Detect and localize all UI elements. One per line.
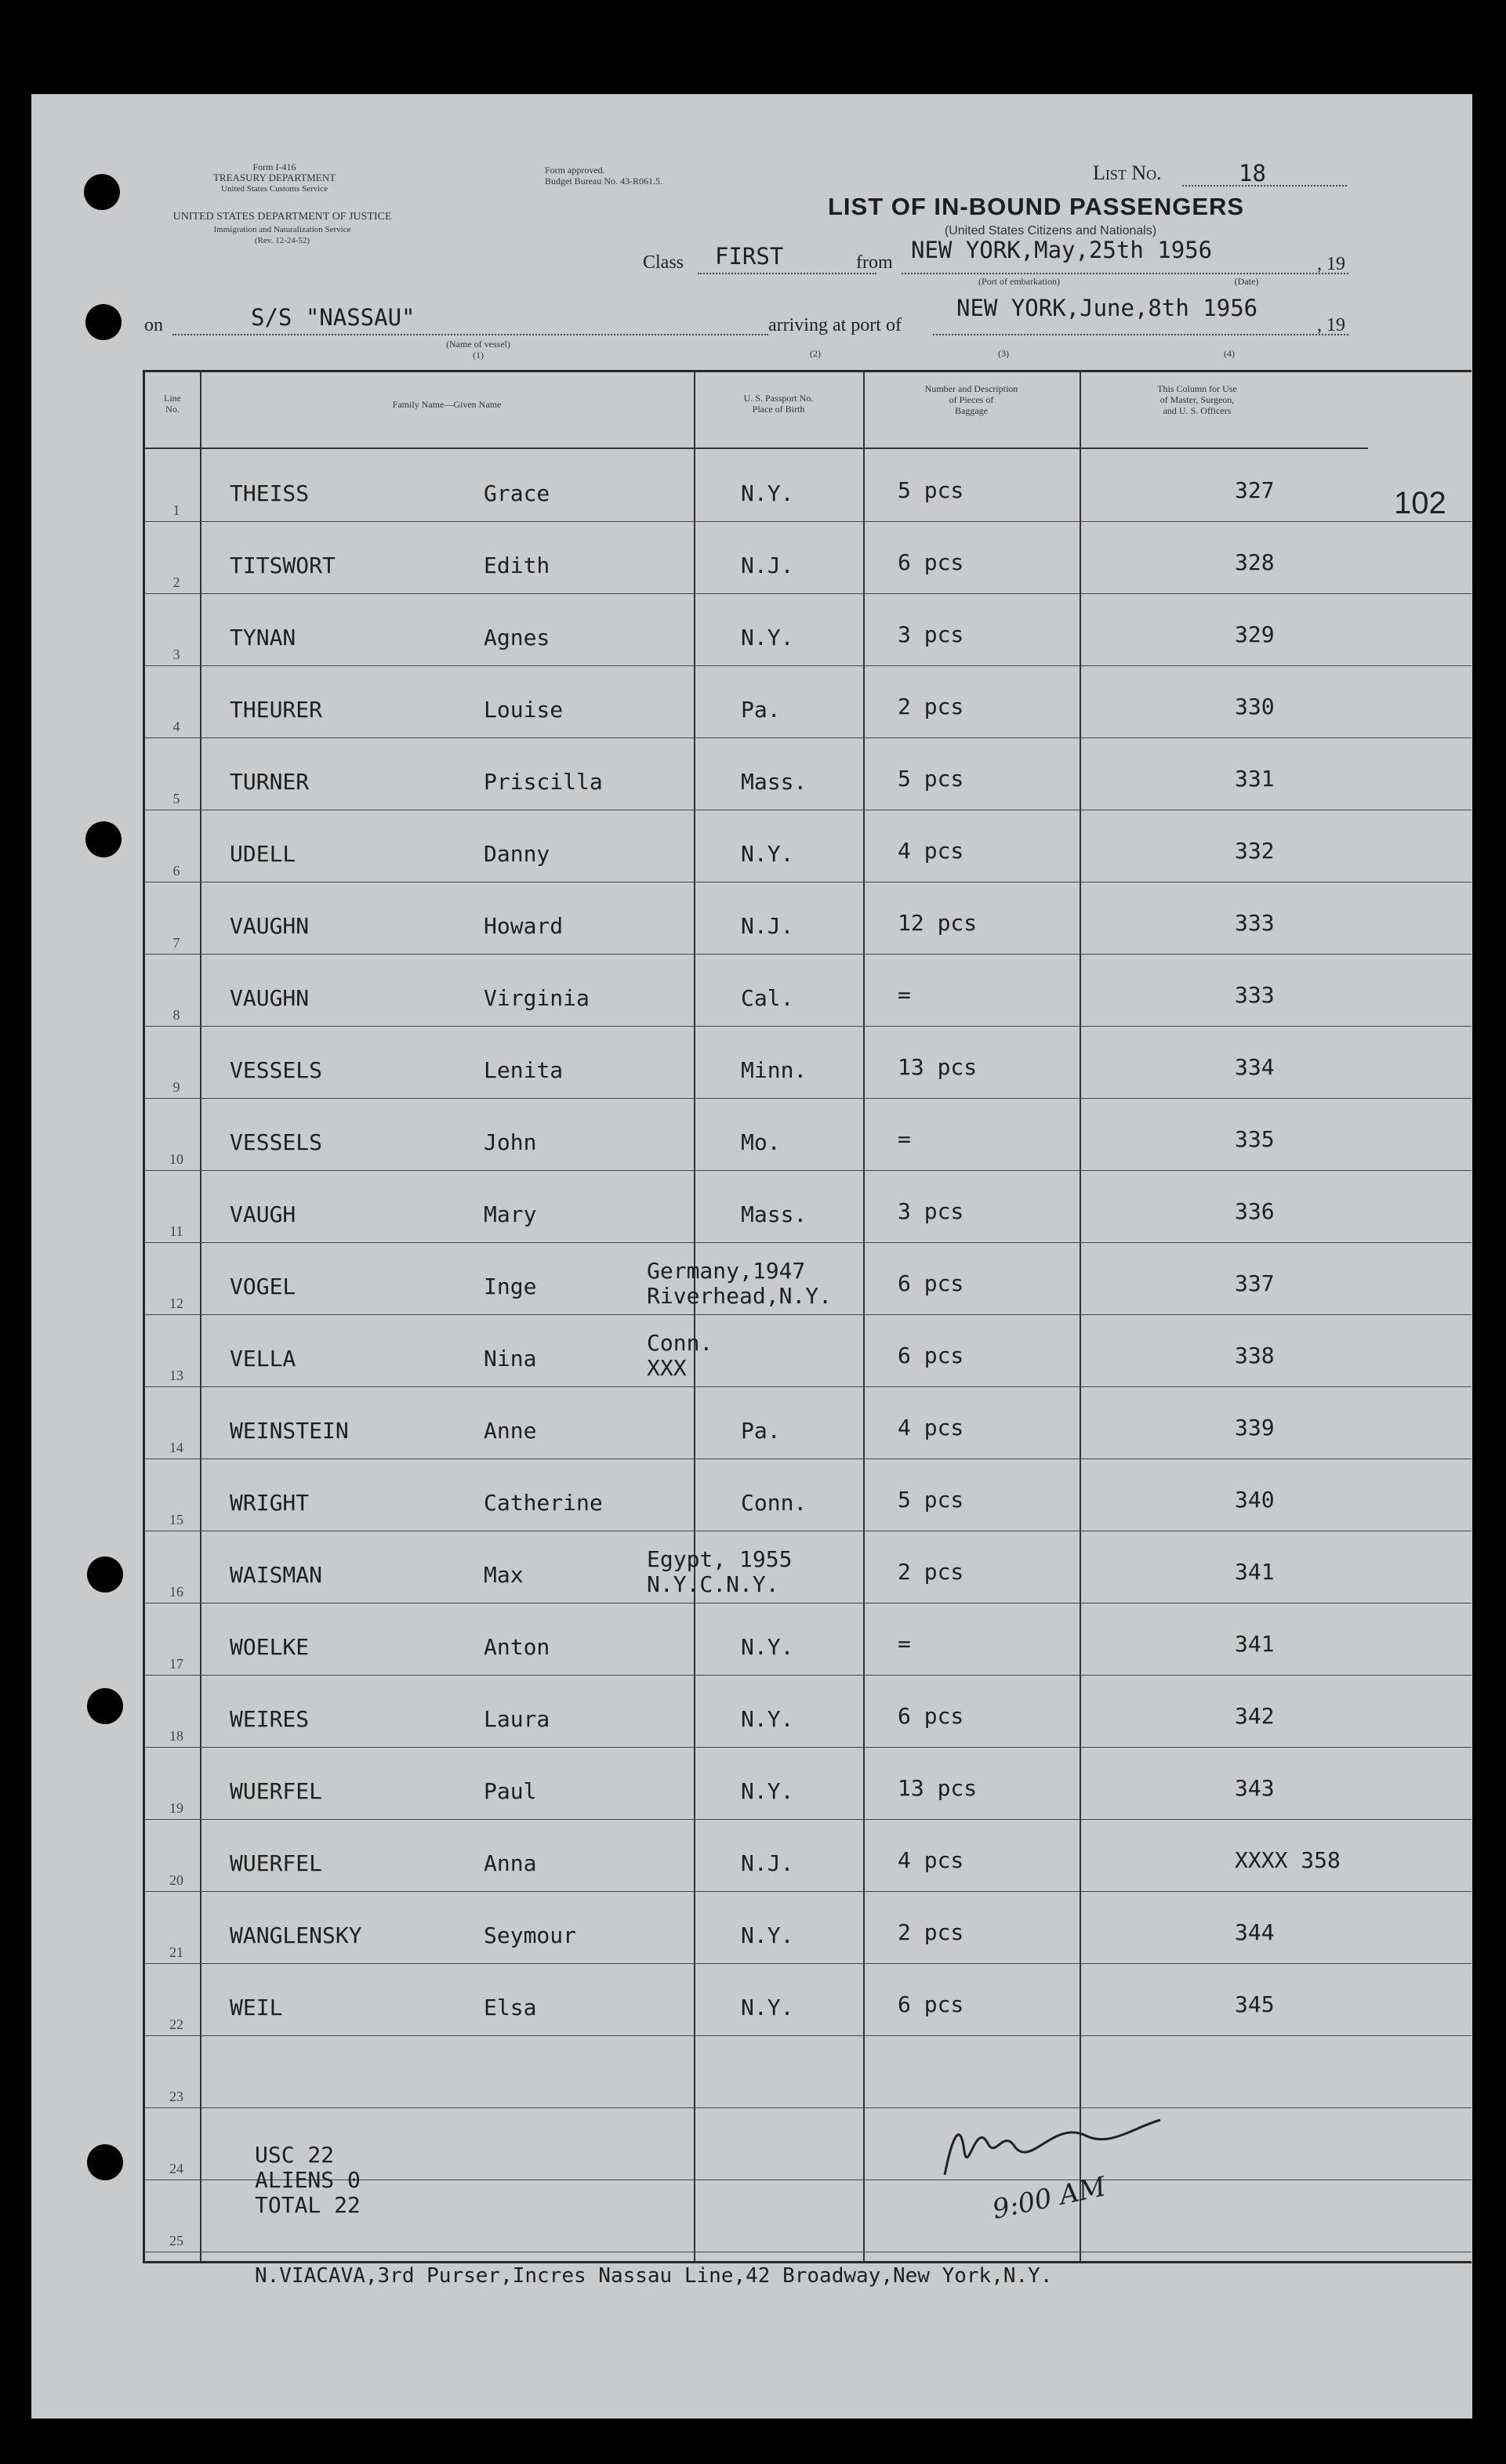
line-number: 17 xyxy=(169,1656,183,1672)
place-of-birth: N.Y. xyxy=(741,841,794,867)
place-of-birth: Mass. xyxy=(741,1201,807,1227)
revision-date: (Rev. 12-24-52) xyxy=(254,236,310,245)
officer-number: 341 xyxy=(1235,1631,1275,1657)
column-3-caption: (3) xyxy=(998,348,1009,359)
row-rule xyxy=(145,1314,1472,1315)
arrival-year-suffix: , 19 xyxy=(1317,315,1345,335)
officer-number: 337 xyxy=(1235,1270,1275,1296)
row-rule xyxy=(145,1386,1472,1387)
officer-number: 343 xyxy=(1235,1775,1275,1801)
given-name: Grace xyxy=(484,480,550,506)
budget-bureau: Budget Bureau No. 43-R061.5. xyxy=(545,176,662,187)
given-name: Catherine xyxy=(484,1490,603,1516)
column-divider xyxy=(694,372,695,2261)
baggage: 5 pcs xyxy=(898,1487,964,1513)
family-name: TITSWORT xyxy=(230,553,336,578)
justice-dept: UNITED STATES DEPARTMENT OF JUSTICE xyxy=(172,211,392,223)
class-label: Class xyxy=(643,252,684,273)
row-rule xyxy=(145,1891,1472,1892)
total-aliens: ALIENS 0 xyxy=(255,2167,361,2193)
family-name: VESSELS xyxy=(230,1057,323,1083)
manifest-sheet xyxy=(31,94,1472,2419)
row-rule xyxy=(145,2107,1472,2108)
given-name: Laura xyxy=(484,1706,550,1732)
line-number: 19 xyxy=(169,1800,183,1816)
family-name: TURNER xyxy=(230,769,310,795)
officer-number: 333 xyxy=(1235,982,1275,1008)
punch-hole xyxy=(87,2144,123,2180)
baggage: 6 pcs xyxy=(898,549,964,575)
line-number: 14 xyxy=(169,1440,183,1455)
officer-number: 340 xyxy=(1235,1487,1275,1513)
column-2-caption: (2) xyxy=(810,348,821,359)
place-of-birth: Mo. xyxy=(741,1129,781,1155)
line-number: 12 xyxy=(169,1295,183,1311)
row-rule xyxy=(145,1675,1472,1676)
baggage: 2 pcs xyxy=(898,1919,964,1945)
given-name: Inge xyxy=(484,1274,537,1299)
line-number: 10 xyxy=(169,1151,183,1167)
ins-service: Immigration and Naturalization Service xyxy=(213,225,351,234)
place-of-birth: Minn. xyxy=(741,1057,807,1083)
header-line-no: Line No. xyxy=(164,393,181,415)
given-name: Anna xyxy=(484,1850,537,1876)
punch-hole xyxy=(87,1556,123,1593)
given-name: Virginia xyxy=(484,985,590,1011)
line-number: 9 xyxy=(172,1079,180,1095)
given-name: Lenita xyxy=(484,1057,564,1083)
from-label: from xyxy=(856,252,893,273)
baggage: 4 pcs xyxy=(898,1415,964,1440)
line-number: 4 xyxy=(172,719,180,734)
baggage: 12 pcs xyxy=(898,910,978,936)
baggage: 3 pcs xyxy=(898,621,964,647)
place-of-birth: Conn. xyxy=(741,1490,807,1516)
column-divider xyxy=(200,372,201,2261)
family-name: WAISMAN xyxy=(230,1562,323,1588)
column-divider xyxy=(863,372,865,2261)
date-caption: (Date) xyxy=(1234,276,1259,287)
vessel-line xyxy=(172,334,768,335)
line-number: 11 xyxy=(169,1223,183,1239)
family-name: VAUGHN xyxy=(230,913,310,939)
class-line xyxy=(698,273,876,274)
place-of-birth: N.Y. xyxy=(741,1922,794,1948)
given-name: Elsa xyxy=(484,1995,537,2020)
line-number: 22 xyxy=(169,2016,183,2032)
total-usc: USC 22 xyxy=(255,2142,335,2168)
purser-statement: N.VIACAVA,3rd Purser,Incres Nassau Line,42 Broadway,New York,N.Y. xyxy=(255,2264,1053,2288)
vessel-name: S/S "NASSAU" xyxy=(251,304,416,331)
line-number: 6 xyxy=(172,863,180,879)
officer-number: 327 xyxy=(1235,477,1275,503)
given-name: John xyxy=(484,1129,537,1155)
place-of-birth: Cal. xyxy=(741,985,794,1011)
place-of-birth: Pa. xyxy=(741,1418,781,1444)
officer-number: 344 xyxy=(1235,1919,1275,1945)
form-subtitle: (United States Citizens and Nationals) xyxy=(944,224,1157,237)
row-rule xyxy=(145,954,1472,955)
baggage: = xyxy=(898,982,911,1008)
from-year-suffix: , 19 xyxy=(1317,254,1345,274)
treasury-dept: TREASURY DEPARTMENT xyxy=(212,172,336,183)
form-approved: Form approved. xyxy=(545,165,605,176)
passenger-table xyxy=(143,370,1472,2288)
line-number: 21 xyxy=(169,1944,183,1960)
line-number: 7 xyxy=(172,935,180,951)
baggage: 4 pcs xyxy=(898,838,964,864)
given-name: Seymour xyxy=(484,1922,577,1948)
family-name: WOELKE xyxy=(230,1634,310,1660)
port-caption: (Port of embarkation) xyxy=(978,276,1060,287)
row-rule xyxy=(145,1963,1472,1964)
family-name: WRIGHT xyxy=(230,1490,310,1516)
baggage: 6 pcs xyxy=(898,1270,964,1296)
family-name: VAUGH xyxy=(230,1201,296,1227)
officer-number: 342 xyxy=(1235,1703,1275,1729)
baggage: 13 pcs xyxy=(898,1775,978,1801)
baggage: 2 pcs xyxy=(898,694,964,719)
place-of-birth: Germany,1947 xyxy=(647,1258,806,1284)
officer-number: 328 xyxy=(1235,549,1275,575)
family-name: VAUGHN xyxy=(230,985,310,1011)
line-number: 5 xyxy=(172,791,180,806)
line-number: 25 xyxy=(169,2233,183,2248)
arrival-line xyxy=(933,334,1348,335)
baggage: 3 pcs xyxy=(898,1198,964,1224)
place-of-birth: N.J. xyxy=(741,913,794,939)
row-rule xyxy=(145,1170,1472,1171)
baggage: 6 pcs xyxy=(898,1343,964,1368)
line-number: 13 xyxy=(169,1368,183,1383)
place-of-birth: N.Y. xyxy=(741,1995,794,2020)
punch-hole xyxy=(87,1688,123,1724)
punch-hole xyxy=(85,821,122,857)
officer-number: 341 xyxy=(1235,1559,1275,1585)
form-title: LIST OF IN-BOUND PASSENGERS xyxy=(828,193,1245,220)
row-rule xyxy=(145,1242,1472,1243)
place-of-birth-line2: Riverhead,N.Y. xyxy=(647,1283,833,1309)
class-value: FIRST xyxy=(715,243,784,270)
row-rule xyxy=(145,1747,1472,1748)
inspector-time: 9:00 AM xyxy=(989,2171,1109,2226)
line-number: 23 xyxy=(169,2089,183,2104)
given-name: Howard xyxy=(484,913,564,939)
given-name: Agnes xyxy=(484,625,550,650)
line-number: 1 xyxy=(172,502,180,518)
place-of-birth: N.Y. xyxy=(741,625,794,650)
row-rule xyxy=(145,1819,1472,1820)
baggage: = xyxy=(898,1631,911,1657)
officer-number: 335 xyxy=(1235,1126,1275,1152)
place-of-birth: Egypt, 1955 xyxy=(647,1546,793,1572)
line-number: 18 xyxy=(169,1728,183,1744)
officer-number: 332 xyxy=(1235,838,1275,864)
given-name: Paul xyxy=(484,1778,537,1804)
baggage: 6 pcs xyxy=(898,1991,964,2017)
column-divider xyxy=(1080,372,1081,2261)
place-of-birth: N.Y. xyxy=(741,1778,794,1804)
baggage: 2 pcs xyxy=(898,1559,964,1585)
list-no-label: List No. xyxy=(1093,161,1162,184)
given-name: Anne xyxy=(484,1418,537,1444)
officer-number: 336 xyxy=(1235,1198,1275,1224)
given-name: Nina xyxy=(484,1346,537,1372)
baggage: = xyxy=(898,1126,911,1152)
place-of-birth: N.J. xyxy=(741,553,794,578)
on-label: on xyxy=(144,315,163,335)
place-of-birth: N.Y. xyxy=(741,480,794,506)
family-name: TYNAN xyxy=(230,625,296,650)
column-4-caption: (4) xyxy=(1224,348,1235,359)
place-of-birth: Conn. xyxy=(647,1330,713,1356)
family-name: VOGEL xyxy=(230,1274,296,1299)
family-name: THEURER xyxy=(230,697,323,723)
row-rule xyxy=(145,1458,1472,1459)
place-of-birth: N.Y. xyxy=(741,1706,794,1732)
family-name: UDELL xyxy=(230,841,296,867)
arriving-label: arriving at port of xyxy=(768,315,902,335)
officer-number: 345 xyxy=(1235,1991,1275,2017)
total-passengers: TOTAL 22 xyxy=(255,2192,361,2218)
given-name: Edith xyxy=(484,553,550,578)
officer-number: 329 xyxy=(1235,621,1275,647)
customs-service: United States Customs Service xyxy=(221,184,328,194)
list-no-value: 18 xyxy=(1239,160,1266,187)
row-rule xyxy=(145,737,1472,738)
baggage: 6 pcs xyxy=(898,1703,964,1729)
given-name: Mary xyxy=(484,1201,537,1227)
row-rule xyxy=(145,1026,1472,1027)
vessel-caption: (Name of vessel) (1) xyxy=(446,339,510,361)
place-of-birth: Pa. xyxy=(741,697,781,723)
header-baggage: Number and Description of Pieces of Baggage xyxy=(924,383,1018,416)
family-name: WEIL xyxy=(230,1995,283,2020)
place-of-birth: N.Y. xyxy=(741,1634,794,1660)
baggage: 5 pcs xyxy=(898,477,964,503)
family-name: WUERFEL xyxy=(230,1778,323,1804)
family-name: WEINSTEIN xyxy=(230,1418,349,1444)
header-name: Family Name—Given Name xyxy=(392,399,502,410)
officer-number: 333 xyxy=(1235,910,1275,936)
given-name: Anton xyxy=(484,1634,550,1660)
row-rule xyxy=(145,665,1472,666)
line-number: 8 xyxy=(172,1007,180,1023)
officer-number: 330 xyxy=(1235,694,1275,719)
officer-number: 334 xyxy=(1235,1054,1275,1080)
row-rule xyxy=(145,593,1472,594)
line-number: 24 xyxy=(169,2161,183,2176)
header-officers: This Column for Use of Master, Surgeon, and U. S. Officers xyxy=(1157,383,1237,416)
place-of-birth-line2: XXX xyxy=(647,1355,687,1381)
line-number: 16 xyxy=(169,1584,183,1600)
header-passport: U. S. Passport No. Place of Birth xyxy=(743,393,814,415)
place-of-birth-line2: N.Y.C.N.Y. xyxy=(647,1571,779,1597)
header-rule xyxy=(145,448,1368,449)
row-rule xyxy=(145,1098,1472,1099)
given-name: Priscilla xyxy=(484,769,603,795)
family-name: VELLA xyxy=(230,1346,296,1372)
row-rule xyxy=(145,521,1472,522)
officer-number: 338 xyxy=(1235,1343,1275,1368)
page-side-number: 102 xyxy=(1394,486,1446,520)
form-number: Form I-416 xyxy=(252,161,296,172)
family-name: THEISS xyxy=(230,480,310,506)
officer-number: XXXX 358 xyxy=(1235,1847,1341,1873)
arrival-value: NEW YORK,June,8th 1956 xyxy=(956,295,1258,321)
line-number: 3 xyxy=(172,647,180,662)
family-name: VESSELS xyxy=(230,1129,323,1155)
family-name: WUERFEL xyxy=(230,1850,323,1876)
family-name: WEIRES xyxy=(230,1706,310,1732)
family-name: WANGLENSKY xyxy=(230,1922,362,1948)
place-of-birth: N.J. xyxy=(741,1850,794,1876)
from-line xyxy=(902,273,1348,274)
officer-number: 331 xyxy=(1235,766,1275,792)
embarkation-value: NEW YORK,May,25th 1956 xyxy=(911,237,1213,263)
officer-number: 339 xyxy=(1235,1415,1275,1440)
punch-hole xyxy=(84,174,120,210)
baggage: 4 pcs xyxy=(898,1847,964,1873)
baggage: 5 pcs xyxy=(898,766,964,792)
place-of-birth: Mass. xyxy=(741,769,807,795)
given-name: Danny xyxy=(484,841,550,867)
given-name: Louise xyxy=(484,697,564,723)
line-number: 20 xyxy=(169,1872,183,1888)
baggage: 13 pcs xyxy=(898,1054,978,1080)
line-number: 2 xyxy=(172,574,180,590)
row-rule xyxy=(145,2035,1472,2036)
punch-hole xyxy=(85,304,122,340)
inspector-signature xyxy=(929,2104,1164,2190)
line-number: 15 xyxy=(169,1512,183,1527)
given-name: Max xyxy=(484,1562,524,1588)
